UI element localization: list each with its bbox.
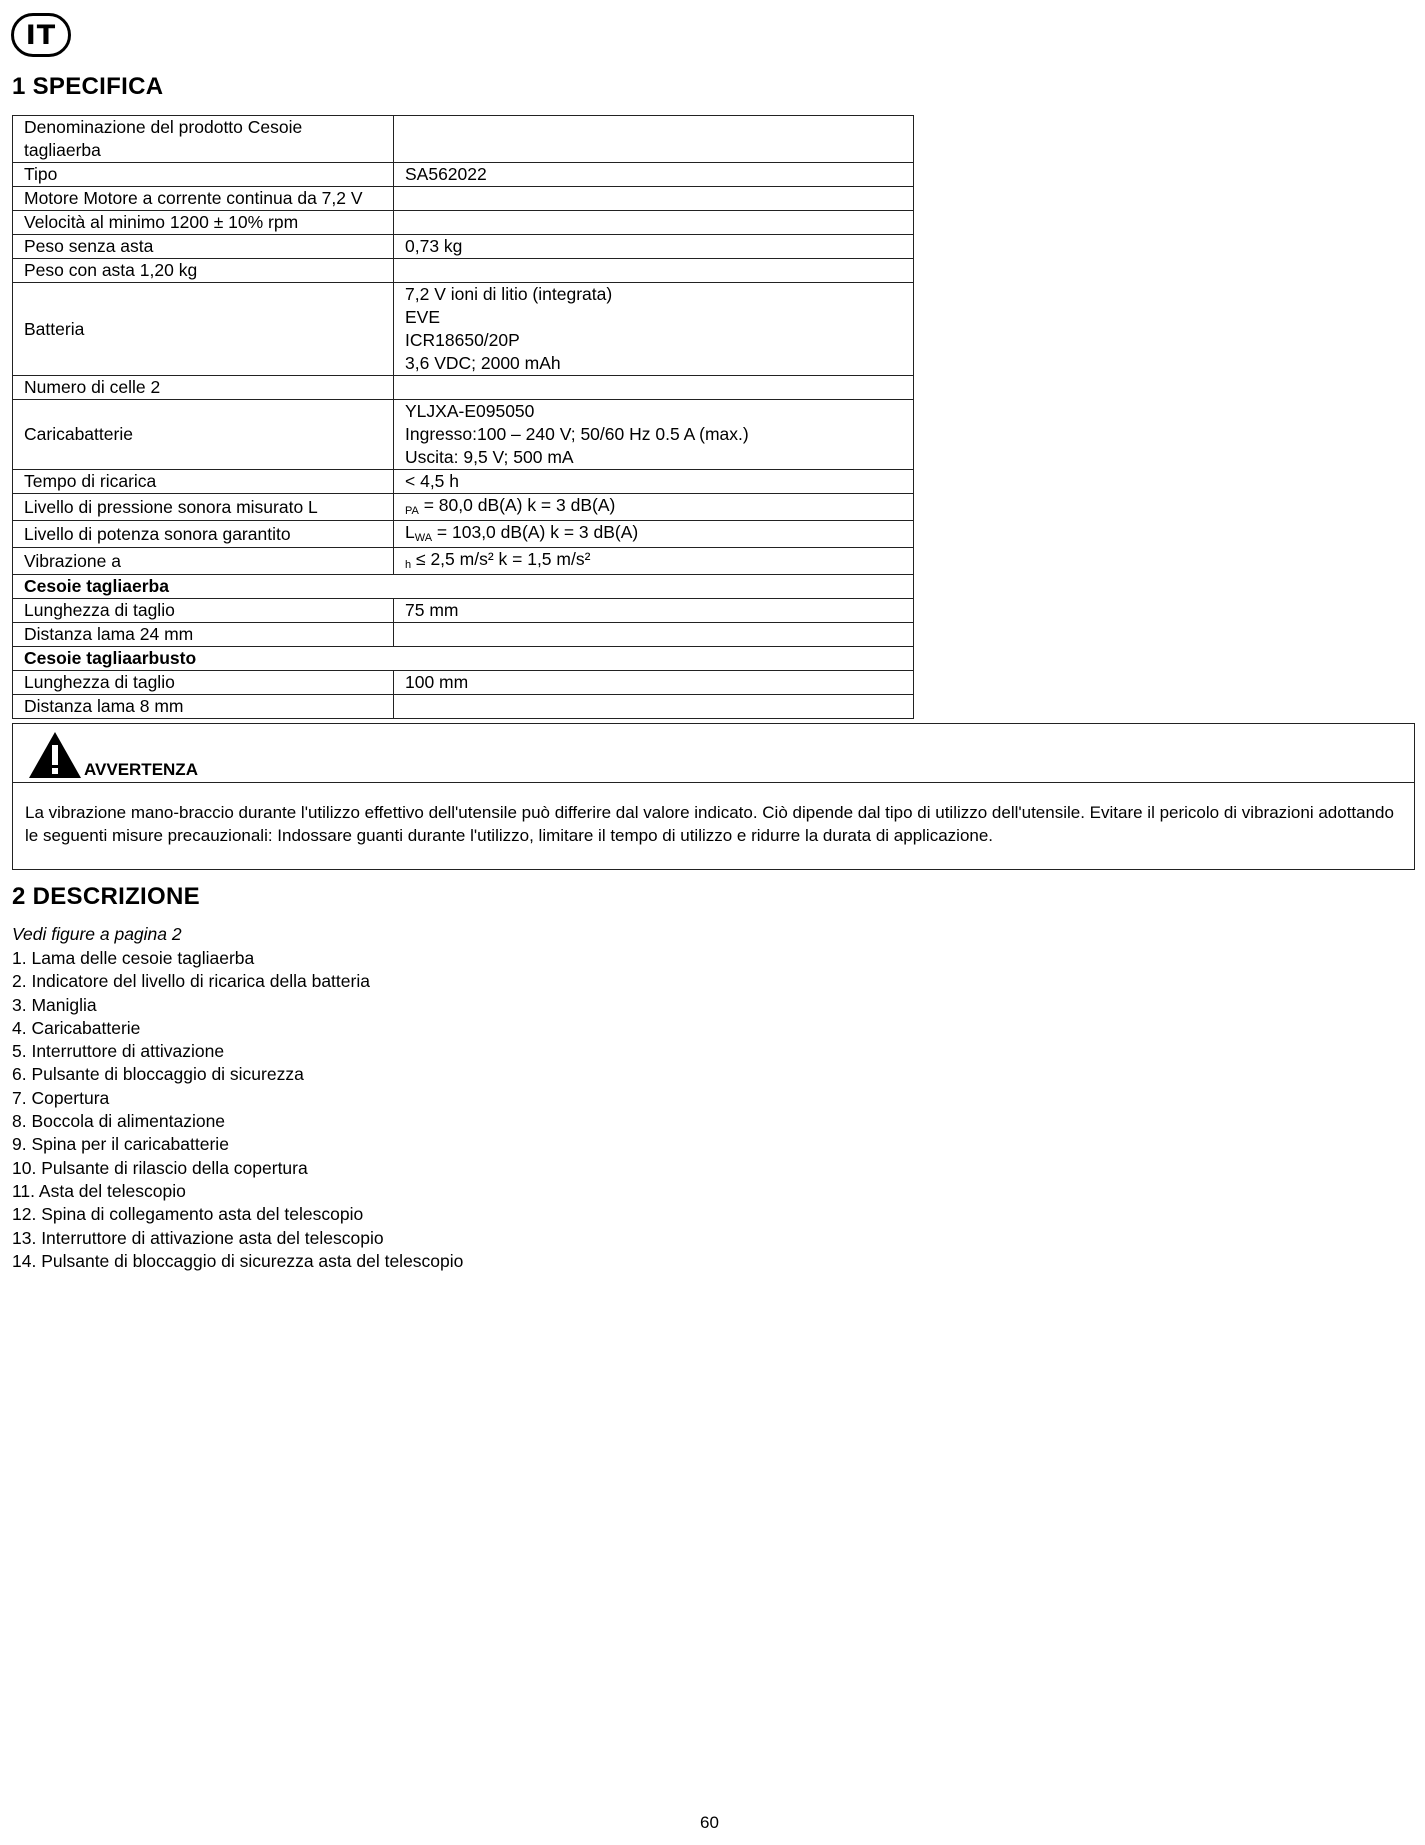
description-list-item: 8. Boccola di alimentazione	[12, 1111, 226, 1132]
description-list-item: 10. Pulsante di rilascio della copertura	[12, 1157, 308, 1178]
spec-row	[13, 470, 914, 494]
spec-value-line: ICR18650/20P	[405, 330, 520, 350]
section-title-specifica: 1 SPECIFICA	[12, 73, 164, 100]
spec-value-line: 7,2 V ioni di litio (integrata)	[405, 284, 613, 304]
spec-row	[13, 623, 914, 647]
spec-label: Peso con asta 1,20 kg	[13, 259, 394, 283]
description-list	[12, 947, 463, 1273]
spec-label: Batteria	[13, 283, 394, 376]
spec-row	[13, 695, 914, 719]
figures-reference: Vedi figure a pagina 2	[12, 924, 182, 944]
spec-value	[394, 548, 914, 575]
spec-row	[13, 376, 914, 400]
warning-header	[13, 724, 1414, 783]
spec-value	[394, 521, 914, 548]
description-list-item: 5. Interruttore di attivazione	[12, 1041, 225, 1062]
spec-row	[13, 283, 914, 376]
spec-value-line: YLJXA-E095050	[405, 401, 535, 421]
spec-value	[394, 187, 914, 211]
description-list-item: 14. Pulsante di bloccaggio di sicurezza asta del telescopio	[12, 1250, 464, 1271]
spec-label: Denominazione del prodotto Cesoie tagliaerba	[13, 116, 394, 163]
spec-label: Tempo di ricarica	[13, 470, 394, 494]
spec-label: Lunghezza di taglio	[13, 599, 394, 623]
description-list-item: 7. Copertura	[12, 1087, 110, 1108]
spec-subsection-header: Cesoie tagliaerba	[13, 575, 914, 599]
spec-label: Caricabatterie	[13, 400, 394, 470]
spec-row	[13, 671, 914, 695]
spec-label: Livello di pressione sonora misurato L	[13, 494, 394, 521]
spec-label: Lunghezza di taglio	[13, 671, 394, 695]
description-list-item: 4. Caricabatterie	[12, 1017, 141, 1038]
spec-label: Peso senza asta	[13, 235, 394, 259]
spec-value-text: = 80,0 dB(A) k = 3 dB(A)	[418, 495, 616, 515]
warning-triangle-icon	[27, 730, 83, 780]
spec-label: Distanza lama 24 mm	[13, 623, 394, 647]
spec-value: 0,73 kg	[394, 235, 914, 259]
description-list-item: 12. Spina di collegamento asta del telescopio	[12, 1204, 364, 1225]
spec-value-subscript: PA	[405, 505, 419, 517]
spec-value-line: Uscita: 9,5 V; 500 mA	[405, 447, 574, 467]
language-badge: IT	[11, 13, 71, 57]
spec-label: Tipo	[13, 163, 394, 187]
spec-value: 100 mm	[394, 671, 914, 695]
section-title-descrizione: 2 DESCRIZIONE	[12, 883, 200, 910]
spec-value: < 4,5 h	[394, 470, 914, 494]
spec-value	[394, 400, 914, 470]
description-list-item: 1. Lama delle cesoie tagliaerba	[12, 948, 255, 968]
warning-text: La vibrazione mano-braccio durante l'utilizzo effettivo dell'utensile può differire dal valore indicato. Ciò dipende dal tipo di utilizzo dell'utensile. Evitare il pericolo di vibrazioni adottando le seguenti misure precauzionali: Indossare guanti durante l'utilizzo, limitare il tempo di utilizzo e ridurre la durata di applicazione.	[25, 803, 1394, 845]
spec-row	[13, 259, 914, 283]
description-list-item: 6. Pulsante di bloccaggio di sicurezza	[12, 1064, 304, 1085]
spec-row	[13, 187, 914, 211]
spec-value	[394, 211, 914, 235]
spec-value-line: 3,6 VDC; 2000 mAh	[405, 353, 561, 373]
spec-value-subscript: WA	[414, 532, 433, 544]
spec-value-text: ≤ 2,5 m/s² k = 1,5 m/s²	[411, 549, 591, 569]
spec-value-line: EVE	[405, 307, 441, 327]
spec-label: Motore Motore a corrente continua da 7,2 V	[13, 187, 394, 211]
spec-row	[13, 647, 914, 671]
spec-row	[13, 235, 914, 259]
spec-label: Distanza lama 8 mm	[13, 695, 394, 719]
description-list-item: 13. Interruttore di attivazione asta del telescopio	[12, 1227, 384, 1248]
spec-row	[13, 494, 914, 521]
warning-box	[12, 723, 1415, 870]
spec-value	[394, 116, 914, 163]
spec-label: Livello di potenza sonora garantito	[13, 521, 394, 548]
description-list-item: 2. Indicatore del livello di ricarica della batteria	[12, 971, 370, 992]
spec-value-subscript: h	[405, 559, 412, 571]
description-list-item: 9. Spina per il caricabatterie	[12, 1134, 229, 1155]
spec-value	[394, 494, 914, 521]
spec-value	[394, 283, 914, 376]
spec-value	[394, 259, 914, 283]
spec-value	[394, 376, 914, 400]
description-list-item: 11. Asta del telescopio	[12, 1180, 186, 1201]
specification-table	[12, 115, 914, 719]
spec-row	[13, 163, 914, 187]
spec-row	[13, 400, 914, 470]
description-list-item: 3. Maniglia	[12, 994, 97, 1015]
spec-value: 75 mm	[394, 599, 914, 623]
spec-value	[394, 695, 914, 719]
spec-label: Velocità al minimo 1200 ± 10% rpm	[13, 211, 394, 235]
page-number: 60	[700, 1813, 719, 1832]
spec-value-prefix: L	[405, 522, 415, 542]
spec-label: Numero di celle 2	[13, 376, 394, 400]
spec-label: Vibrazione a	[13, 548, 394, 575]
spec-subsection-header: Cesoie tagliaarbusto	[13, 647, 914, 671]
warning-title: AVVERTENZA	[84, 760, 198, 779]
spec-value-text: = 103,0 dB(A) k = 3 dB(A)	[432, 522, 639, 542]
spec-value	[394, 623, 914, 647]
spec-value: SA562022	[394, 163, 914, 187]
spec-row	[13, 575, 914, 599]
spec-value-line: Ingresso:100 – 240 V; 50/60 Hz 0.5 A (max.)	[405, 424, 749, 444]
spec-row	[13, 599, 914, 623]
spec-row	[13, 211, 914, 235]
spec-row	[13, 548, 914, 575]
spec-row	[13, 521, 914, 548]
spec-row	[13, 116, 914, 163]
